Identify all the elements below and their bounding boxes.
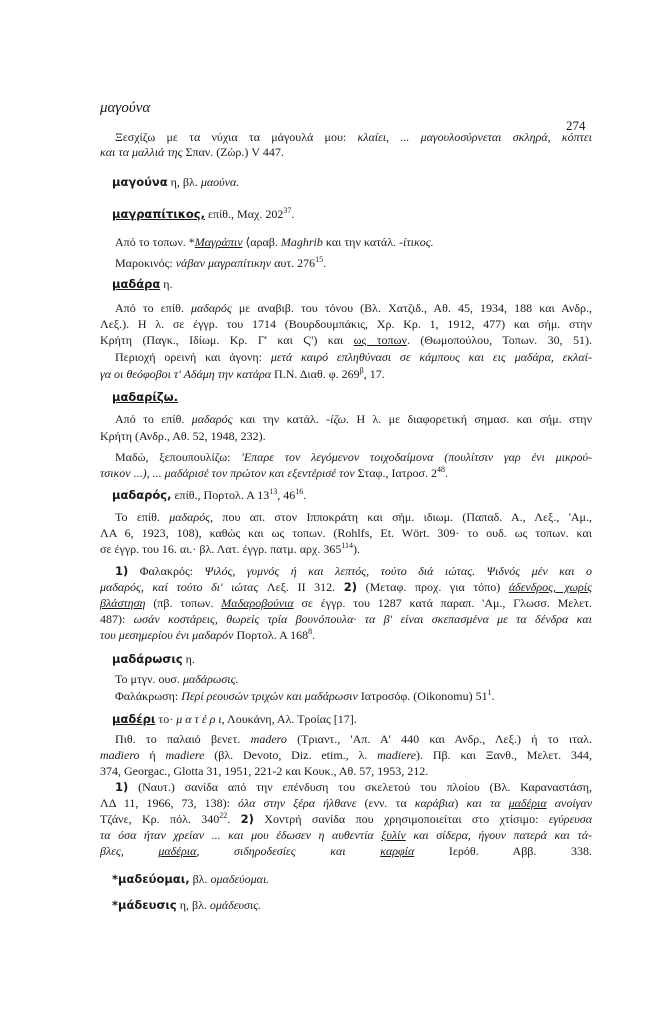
headword: μαδαρίζω. <box>112 390 179 404</box>
text-run: 487): <box>100 612 134 626</box>
headword: μαγούνα <box>112 175 168 189</box>
text-run: Ιερόθ. Αββ. 338. <box>414 844 592 858</box>
text-run: μετά καιρό επληθύνασι σε κάμπους και εις μαδάρα, εκλαί- <box>270 350 592 364</box>
text-line <box>115 732 592 747</box>
text-run: , 46 <box>277 488 296 502</box>
text-run: βλάστηση <box>100 596 146 610</box>
entry-headword-line <box>112 872 269 887</box>
text-run: μαδέρια <box>158 844 197 858</box>
text-run: Περί ρεουσών τριχών και μαδάρωσιν <box>181 689 361 703</box>
text-run: εγύρευσα <box>548 812 592 826</box>
entry-headword-line <box>112 207 294 222</box>
text-run: Πιθ. το παλαιό βενετ. <box>115 732 251 746</box>
text-run: μαδαρός <box>191 412 233 426</box>
text-run: μαδέρια <box>508 796 547 810</box>
text-line <box>115 450 592 465</box>
text-run: όλα στην ξέρα ήλθανε <box>237 796 365 810</box>
text-run: Το μτγν. ουσ. <box>115 672 183 686</box>
text-run: ) <box>454 796 467 810</box>
text-line <box>115 235 434 250</box>
text-run: Σταφ., Ιατροσ. 2 <box>357 466 438 480</box>
text-run: . <box>312 628 316 642</box>
text-line <box>100 333 592 348</box>
text-run: Μαδαροβούνια <box>221 596 294 610</box>
text-run: μαούνα. <box>200 175 240 189</box>
text-run: , σιδηροδεσίες και <box>196 844 381 858</box>
headword: μαδέρι <box>112 712 156 726</box>
text-run: και τα <box>466 796 509 810</box>
text-run: του μεσημερίου ένι μαδαρόν <box>100 628 237 642</box>
text-run: 15 <box>315 255 324 264</box>
text-run: 8 <box>308 627 313 636</box>
text-run: Μαδώ, ξεπουπουλίζω: <box>115 450 242 464</box>
text-run: και σίδερα, ήγουν πατερά και τά- <box>405 828 592 842</box>
text-line <box>100 764 428 779</box>
text-line <box>100 145 284 160</box>
text-line <box>100 796 592 811</box>
text-line <box>100 466 448 481</box>
text-run: Σπαν. (Ζώρ.) V 447. <box>185 145 284 159</box>
text-line <box>115 256 326 271</box>
text-run: Ξεσχίζω με τα νύχια τα μάγουλά μου: <box>115 130 358 144</box>
text-run: νάβαν μαγραπίτικην <box>175 256 272 270</box>
text-run: Μαροκινός: <box>115 256 176 270</box>
text-line <box>100 628 315 643</box>
text-run: 37 <box>283 206 292 215</box>
text-run: μαδαρός, <box>169 510 214 524</box>
text-run: Λεξ.). Η λ. σε έγγρ. του 1714 (Βουρδουμπάκις, Χρ. Κρ. 1, 1912, 477) και σήμ. στην <box>100 317 592 331</box>
text-run: ⟨αραβ. <box>242 235 281 249</box>
text-run: καρφία <box>380 844 415 858</box>
text-run: Κρήτη (Ανδρ., Αθ. 52, 1948, 232). <box>100 429 266 443</box>
headword: 2) <box>240 812 254 826</box>
text-run: . (Θωμοπούλου, Τοπων. 30, 51). <box>406 333 593 347</box>
text-run: Φαλακρός: <box>128 564 205 578</box>
text-line <box>100 748 592 763</box>
text-line <box>100 580 592 595</box>
text-run: 1 <box>487 688 492 697</box>
headword: μαδαρός, <box>112 488 172 502</box>
text-line <box>115 689 495 704</box>
text-run: Ψιλός, γυμνός ή και λεπτός, τούτο διά ιώτας. Ψιδνός μέν και ο <box>204 564 592 578</box>
text-run: 48 <box>437 465 446 474</box>
text-run: ). <box>353 542 361 556</box>
text-run: Από το επίθ. <box>115 412 192 426</box>
text-run: άδενδρος, χωρίς <box>508 580 593 594</box>
text-run: ομάδευσις. <box>209 898 262 912</box>
text-run: ανοίγαν <box>546 796 593 810</box>
text-run: καράβια <box>414 796 455 810</box>
text-run: βλ. <box>189 872 211 886</box>
text-run: Χοντρή σανίδα που χρησιμοποιείται στο χτίσιμο: <box>253 812 549 826</box>
text-line <box>115 780 592 795</box>
text-run: σε έγγρ. του 16. αι.· βλ. Λατ. έγγρ. πατμ. αρχ. 365 <box>100 542 342 556</box>
text-run: (βλ. Devoto, Diz. etim., λ. <box>204 748 378 762</box>
text-run: αυτ. 276 <box>271 256 316 270</box>
headword: μαγραπίτικος, <box>112 207 205 221</box>
text-run: Περιοχή ορεινή και άγονη: <box>115 350 271 364</box>
text-run: Λουκάνη, Αλ. Τροίας [17]. <box>224 712 357 726</box>
text-run: ξυλίν <box>381 828 406 842</box>
text-line <box>100 612 592 627</box>
text-run: η. <box>182 652 195 666</box>
entry-headword-line <box>112 390 178 405</box>
text-run: Ιατροσόφ. (Oikonomu) 51 <box>360 689 488 703</box>
text-run: (Τριαντ., 'Απ. Α' 440 και Ανδρ., Λεξ.) ή το ιταλ. <box>286 732 593 746</box>
text-run: . <box>491 689 495 703</box>
text-run: ίζω. <box>330 412 350 426</box>
text-run: και την κατάλ. - <box>232 412 331 426</box>
text-run: Μαγράπιν <box>194 235 243 249</box>
text-run: . <box>291 207 295 221</box>
text-run: β <box>359 366 364 375</box>
text-run: μαδάρωσις. <box>182 672 239 686</box>
text-line <box>115 412 592 427</box>
text-run: Φαλάκρωση: <box>115 689 182 703</box>
text-run: κλαίει, ... μαγουλοσύρνεται σκληρά, κόπτει <box>357 130 592 144</box>
text-run: (πβ. τοπων. <box>145 596 222 610</box>
entry-headword-line <box>112 488 306 503</box>
text-run: madero <box>250 732 287 746</box>
text-line <box>100 596 592 611</box>
text-run: τα όσα ήταν χρείαν ... και μου έδωσεν η αυθεντία <box>100 828 382 842</box>
text-run: η, βλ. <box>176 898 210 912</box>
text-run: Η λ. με διαφορετική σημασ. και σήμ. στην <box>349 412 592 426</box>
headword: 2) <box>343 580 358 594</box>
text-run: η. <box>160 277 173 291</box>
text-run: ίτικος. <box>403 235 434 249</box>
text-line <box>115 130 592 145</box>
text-line <box>100 828 592 843</box>
text-run: μαδαρός, καί τούτο δι' ιώτας <box>100 580 267 594</box>
text-run: Κρήτη (Παγκ., Ιδίωμ. Κρ. Γ' και Ϛ') και <box>100 333 354 347</box>
entry-headword-line <box>112 712 357 727</box>
headword: *μάδευσις <box>112 898 177 912</box>
text-run: ). Πβ. και Ξανθ., Μελετ. 344, <box>416 748 592 762</box>
text-run: η, βλ. <box>167 175 201 189</box>
text-run: Maghrib <box>280 235 323 249</box>
text-line <box>115 301 592 316</box>
text-line <box>100 844 592 859</box>
text-run: 374, Georgac., Glotta 31, 1951, 221-2 και Κουκ., Αθ. 57, 1953, 212. <box>100 764 429 778</box>
text-run: (Μεταφ. προχ. για τόπο) <box>357 580 509 594</box>
text-line <box>100 526 592 541</box>
entry-headword-line <box>112 175 239 190</box>
text-run: Το επίθ. <box>115 510 170 524</box>
text-run: ΛΑ 6, 1923, 108), καθώς και ως τοπων. (Rohlfs, Et. Wört. 309· το ουδ. ως τοπων. και <box>100 526 592 540</box>
text-run: και τα μαλλιά της <box>100 145 186 159</box>
text-run: βλες, <box>100 844 159 858</box>
text-run: το· <box>155 712 177 726</box>
text-line <box>115 672 238 687</box>
text-run: επίθ., Πορτολ. Α 13 <box>171 488 270 502</box>
headword: 1) <box>115 564 129 578</box>
text-run: 22 <box>219 811 228 820</box>
entry-headword-line <box>112 277 173 292</box>
text-run: , 17. <box>363 367 385 381</box>
text-line <box>115 564 592 579</box>
text-run: Π.Ν. Διαθ. φ. 269 <box>274 367 360 381</box>
text-run: τσικον ...), ... μαδάρισέ τον πρώτον και εξεντέρισέ τον <box>100 466 358 480</box>
text-line <box>115 350 592 365</box>
text-line <box>100 317 592 332</box>
text-run: . <box>445 466 449 480</box>
text-run: madiere <box>165 748 205 762</box>
text-run: 16 <box>295 487 304 496</box>
headword: 1) <box>115 780 129 794</box>
text-run: Τζάνε, Κρ. πόλ. 340 <box>100 812 220 826</box>
text-run: μαδαρός <box>190 301 232 315</box>
text-run: (Ναυτ.) σανίδα από την επένδυση του σκελετού του πλοίου (Βλ. Καραναστάση, <box>128 780 592 794</box>
text-run: Από το επίθ. <box>115 301 191 315</box>
text-run: Πορτολ. Α 168 <box>236 628 309 642</box>
headword: μαδάρα <box>112 277 161 291</box>
text-line <box>100 429 266 444</box>
text-run: που απ. στον Ιπποκράτη και σήμ. ιδιωμ. (Παπαδ. Α., Λεξ., 'Αμ., <box>213 510 592 524</box>
text-line <box>100 367 385 382</box>
text-run: επίθ., Μαχ. 202 <box>204 207 284 221</box>
entry-headword-line <box>112 652 195 667</box>
text-run: 'Επαρε τον λεγόμενον τοιχοδαίμονα (πουλίτσιν γαρ ένι μικρού- <box>241 450 592 464</box>
text-run: . <box>323 256 327 270</box>
text-run: Λεξ. ΙΙ 312. <box>266 580 344 594</box>
text-run: ή <box>139 748 166 762</box>
text-line <box>100 542 360 557</box>
entry-headword-line <box>112 898 261 913</box>
text-run: γα οι θεόφοβοι τ' Αδάμη την κατάρα <box>100 367 275 381</box>
text-run: madiero <box>100 748 140 762</box>
text-run: 13 <box>269 487 278 496</box>
text-run: ως τοπων <box>353 333 407 347</box>
text-run: ομαδεύομαι. <box>210 872 270 886</box>
text-run: madiere <box>377 748 417 762</box>
page-number: 274 <box>566 118 586 133</box>
text-run: . <box>303 488 307 502</box>
text-run: με αναβιβ. του τόνου (Βλ. Χατζιδ., Αθ. 45, 1934, 188 και Ανδρ., <box>231 301 592 315</box>
text-line <box>115 510 592 525</box>
text-run: 114 <box>341 541 354 550</box>
text-run: και την κατάλ. - <box>322 235 404 249</box>
text-run: ωσάν κοστάρεις, θωρείς τρία βουνόπουλα· τα β' είναι σκεπασμένα με τα δένδρα και <box>133 612 592 626</box>
text-run: μ α τ έ ρ ι, <box>176 712 225 726</box>
text-run: (ενν. τα <box>364 796 415 810</box>
headword: *μαδεύομαι, <box>112 872 190 886</box>
text-run: σε έγγρ. του 1287 κατά παραπ. 'Αμ., Γλωσσ. Μελετ. <box>293 596 592 610</box>
text-line <box>100 812 592 827</box>
text-run: ΛΔ 11, 1966, 73, 138): <box>100 796 238 810</box>
text-run: Από το τοπων. * <box>115 235 195 249</box>
headword: μαδάρωσις <box>112 652 183 666</box>
running-head: μαγούνα <box>100 100 151 116</box>
text-run: . <box>227 812 241 826</box>
